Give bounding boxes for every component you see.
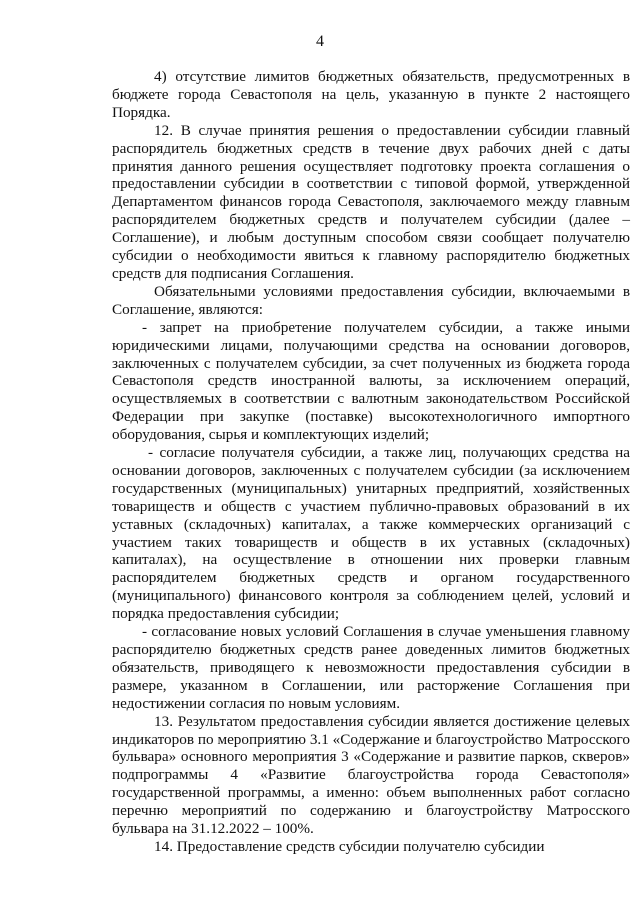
condition-currency-ban: - запрет на приобретение получателем субсидии, а также иными юридическими лицами, получающими средства на основании договоров, заключенных с получателем субсидии, за счет полученных из бюджета города Севастополя средств иностранной валюты, за исключением операций, осуществляемых в соответствии с валютным законодательством Российской Федерации при закупке (поставке) высокотехнологичного импортного оборудования, сырья и комплектующих изделий; <box>112 318 630 444</box>
page-number: 4 <box>316 33 324 50</box>
document-body <box>112 68 630 856</box>
condition-new-terms: - согласование новых условий Соглашения в случае уменьшения главному распорядителю бюджетных средств ранее доведенных лимитов бюджетных обязательств, приводящего к невозможности предоставления субсидии в размере, указанном в Соглашении, или расторжение Соглашения при недостижении согласия по новым условиям. <box>112 623 630 712</box>
paragraph-mandatory-conditions: Обязательными условиями предоставления субсидии, включаемыми в Соглашение, являются: <box>112 282 630 318</box>
paragraph-item-4: 4) отсутствие лимитов бюджетных обязательств, предусмотренных в бюджете города Севастополя на цель, указанную в пункте 2 настоящего Порядка. <box>112 68 630 121</box>
paragraph-clause-14: 14. Предоставление средств субсидии получателю субсидии <box>154 837 545 855</box>
paragraph-clause-12: 12. В случае принятия решения о предоставлении субсидии главный распорядитель бюджетных средств в течение двух рабочих дней с даты принятия данного решения осуществляет подготовку проекта соглашения о предоставлении субсидии в соответствии с типовой формой, утвержденной Департаментом финансов города Севастополя, заключаемого между главным распорядителем бюджетных средств и получателем субсидии (далее – Соглашение), и любым доступным способом связи сообщает получателю субсидии о необходимости явиться к главному распорядителю бюджетных средств для подписания Соглашения. <box>112 121 630 282</box>
condition-inspection-consent: - согласие получателя субсидии, а также лиц, получающих средства на основании договоров, заключенных с получателем субсидии (за исключением государственных (муниципальных) унитарных предприятий, хозяйственных товариществ и обществ с участием публично-правовых образований в их уставных (складочных) капиталах, а также коммерческих организаций с участием таких товариществ и обществ в их уставных (складочных) капиталах), на осуществление в отношении них проверки главным распорядителем бюджетных средств и органом государственного (муниципального) финансового контроля за соблюдением целей, условий и порядка предоставления субсидии; <box>112 444 630 623</box>
paragraph-clause-13: 13. Результатом предоставления субсидии является достижение целевых индикаторов по мероприятию 3.1 «Содержание и благоустройство Матросского бульвара» основного мероприятия 3 «Содержание и развитие парков, скверов» подпрограммы 4 «Развитие благоустройства города Севастополя» государственной программы, а именно: объем выполненных работ согласно перечню мероприятий по содержанию и благоустройству Матросского бульвара на 31.12.2022 – 100%. <box>112 712 630 838</box>
